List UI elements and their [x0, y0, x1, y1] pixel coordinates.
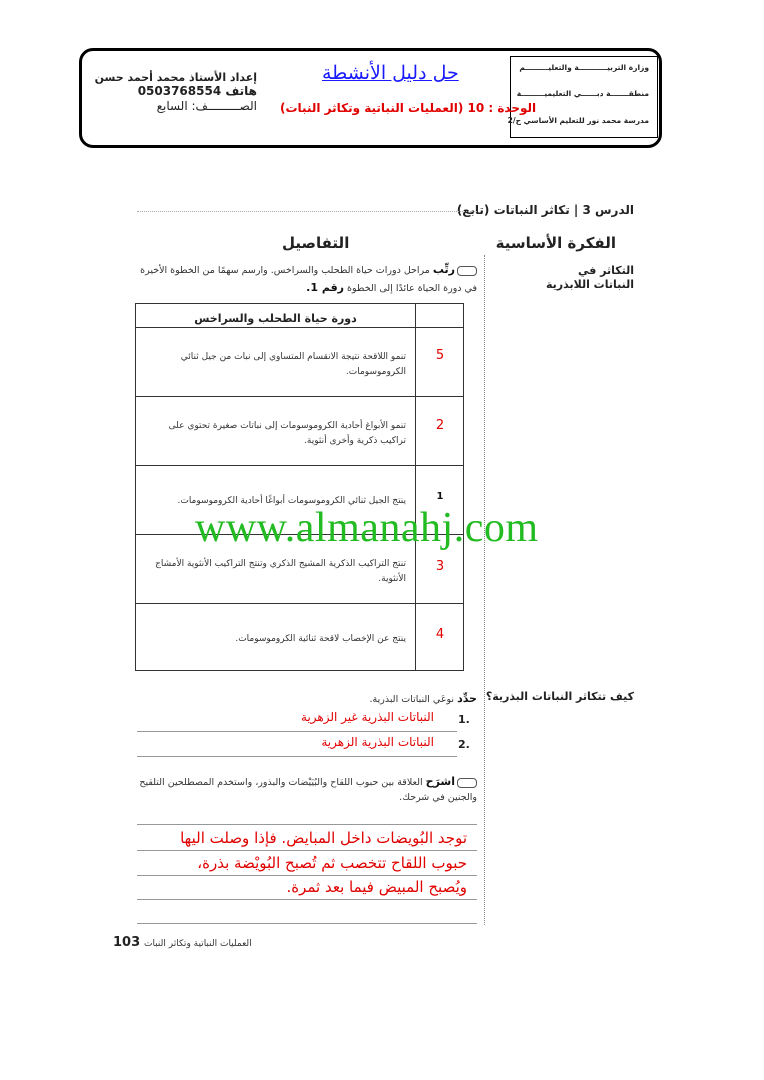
answer-line — [137, 824, 477, 825]
answer-line — [137, 731, 457, 732]
step-number: 3 — [435, 559, 445, 574]
table-divider — [136, 327, 463, 328]
identify-instruction — [137, 690, 477, 708]
step-number: 5 — [435, 348, 445, 363]
step-text: تنتج التراكيب الذكرية المشيج الذكري وتنتج التراكيب الأنثوية الأمشاج الأنثوية. — [155, 559, 406, 585]
step-number: 2 — [435, 418, 445, 433]
author-name: إعداد الأستاذ محمد أحمد حسن — [94, 71, 257, 84]
answer-text: النباتات البذرية الزهرية — [321, 735, 434, 749]
table-divider — [136, 465, 463, 466]
region-line: منطقـــــــة دبــــــي التعليميـــــــــة — [516, 89, 649, 98]
step-number: 1 — [436, 491, 444, 502]
main-idea-heading: الفكرة الأساسية — [495, 234, 616, 252]
side-label-seedless — [546, 264, 634, 292]
footer-title: العمليات النباتية وتكاثر النبات — [144, 939, 252, 949]
instruction-keyword: حدِّد — [457, 692, 477, 705]
step-text: ينتج عن الإخصاب لاقحة ثنائية الكروموسومات. — [235, 634, 406, 644]
school-info-box — [507, 56, 658, 138]
key-icon — [457, 778, 477, 788]
side-label-line: النباتات اللابذرية — [545, 277, 634, 291]
page-title[interactable]: حل دليل الأنشطة — [322, 62, 459, 84]
grade-label: الصـــــــــف: السابع — [156, 99, 257, 113]
step-number: 4 — [435, 627, 445, 642]
side-label-line: التكاثر في — [577, 264, 634, 277]
answer-line — [137, 899, 477, 900]
school-line: مدرسة محمد نور للتعليم الأساسي ح/2 — [507, 116, 649, 125]
instruction-text: نوعَي النباتات البذرية. — [369, 694, 458, 705]
ministry-line: وزارة التربيـــــــــــة والتعليـــــــــم — [519, 63, 649, 72]
instruction-keyword: رتِّب — [432, 263, 455, 276]
explain-instruction — [137, 773, 477, 805]
watermark: www.almanahj.com — [195, 505, 539, 551]
life-cycle-table — [135, 303, 464, 671]
instruction-text: مراحل دورات حياة الطحلب والسراخس. وارسم سهمًا من الخطوة الأخيرة في دورة الحياة عائدًا إلى الخطوة — [140, 265, 477, 294]
column-divider — [484, 255, 485, 925]
key-icon — [457, 266, 477, 276]
order-instruction — [137, 261, 477, 296]
details-heading: التفاصيل — [282, 234, 350, 252]
instruction-text: العلاقة بين حبوب اللقاح والبُيَيْضات والبذور، واستخدم المصطلحين التلقيح والجنين في شرحك. — [139, 777, 477, 803]
page-number: 103 — [113, 935, 141, 950]
answer-line — [137, 756, 457, 757]
answer-text: النباتات البذرية غير الزهرية — [301, 710, 434, 724]
answer-line — [137, 850, 477, 851]
answer-line — [137, 923, 477, 924]
answer-number: 1. — [458, 713, 470, 726]
instruction-bold: رقم 1. — [306, 280, 344, 294]
answer-line — [137, 875, 477, 876]
table-divider — [136, 396, 463, 397]
explanation-line: حبوب اللقاح تتخصب ثم تُصبح البُويْضة بذرة، — [197, 854, 467, 872]
table-header: دورة حياة الطحلب والسراخس — [194, 312, 357, 325]
explanation-line: ويُصبح المبيض فيما بعد ثمرة. — [286, 878, 467, 896]
step-text: تنمو الأبواغ أحادية الكروموسومات إلى نباتات صغيرة تحتوي على تراكيب ذكرية وأخرى أنثوية. — [168, 421, 406, 447]
answer-number: 2. — [458, 738, 470, 751]
unit-title: الوحدة : 10 (العمليات النباتية وتكاثر النبات) — [280, 101, 537, 115]
author-phone: هاتف 0503768554 — [137, 84, 257, 98]
step-text: تنمو اللاقحة نتيجة الانقسام المتساوي إلى نبات من جيل ثنائي الكروموسومات. — [180, 352, 406, 378]
explanation-line: توجد البُويضات داخل المبايض. فإذا وصلت اليها — [180, 829, 467, 847]
table-divider — [136, 603, 463, 604]
instruction-keyword: اشرَح — [425, 775, 455, 788]
side-label-seed-plants: كيف تتكاثر النباتات البذرية؟ — [485, 690, 634, 703]
divider — [137, 211, 477, 212]
author-block — [57, 71, 257, 131]
lesson-title: الدرس 3 | تكاثر النباتات (تابع) — [456, 203, 634, 217]
step-text: ينتج الجيل ثنائي الكروموسومات أبواغًا أحادية الكروموسومات. — [177, 496, 406, 506]
